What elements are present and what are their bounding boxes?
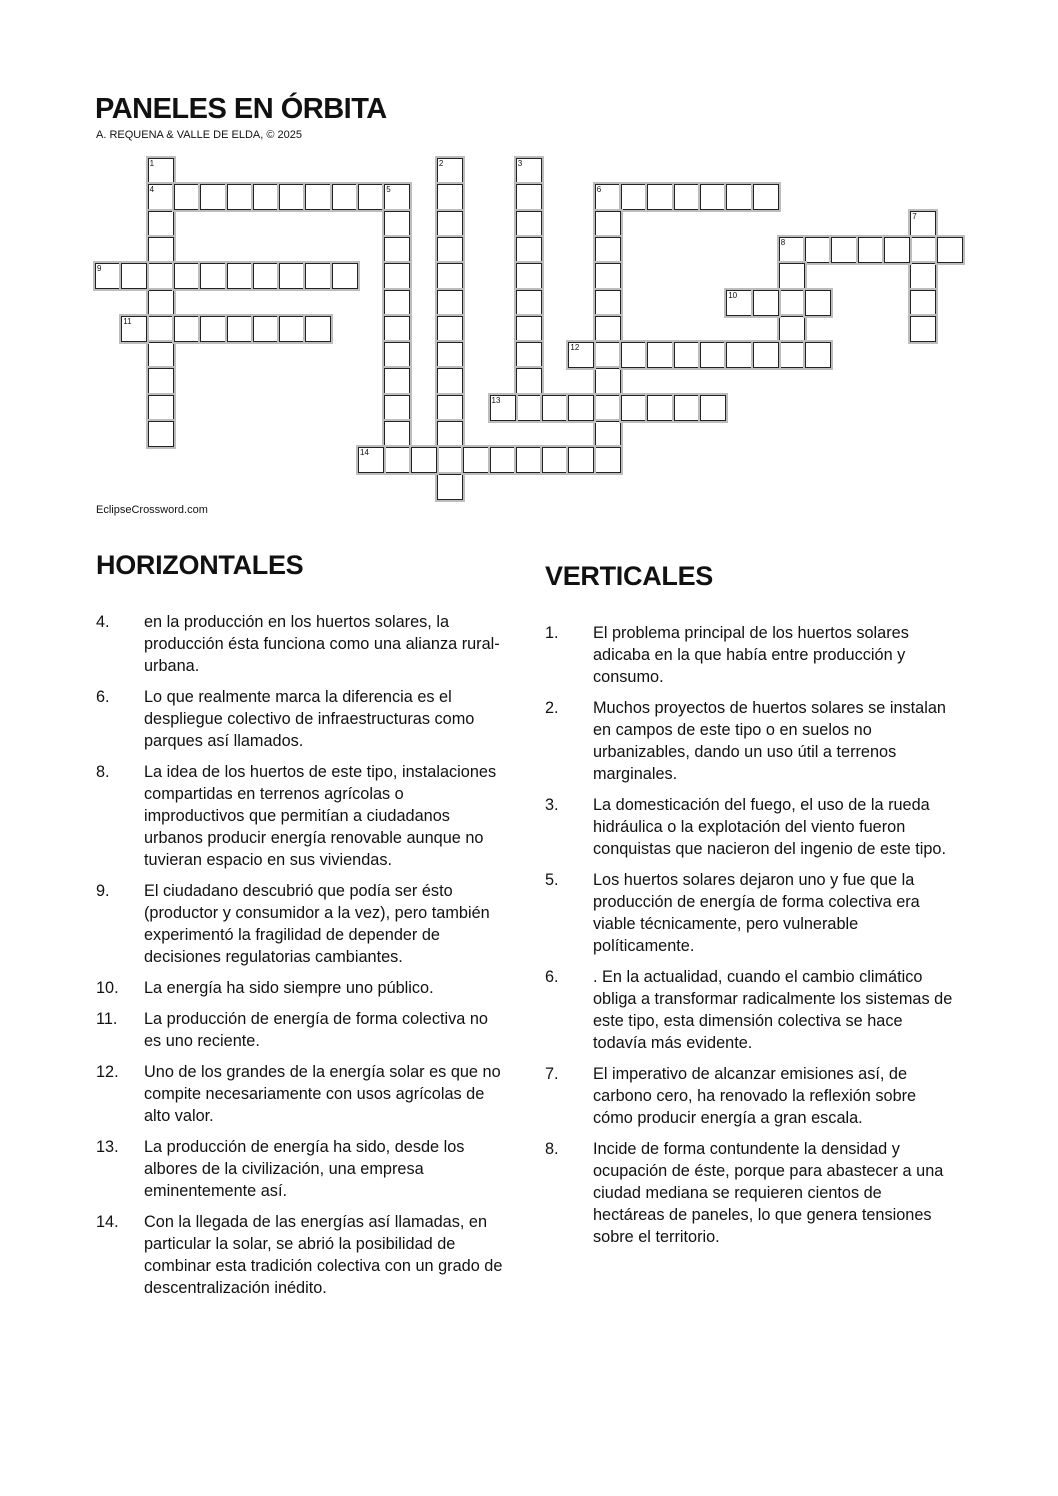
clue-item [545,1138,955,1248]
grid-cell[interactable] [700,184,726,210]
grid-cell[interactable] [384,447,410,473]
cell-number: 2 [438,159,444,168]
down-heading: VERTICALES [545,561,714,591]
grid-cell[interactable] [148,395,174,421]
clue-text: Con la llegada de las energías así llamadas, en particular la solar, se abrió la posibilidad de combinar esta tradición colectiva con un grado de descentralización inédito. [144,1213,503,1297]
clue-number: 11. [96,1010,118,1028]
clue-text: en la producción en los huertos solares, la producción ésta funciona como una alianza rural-urbana. [144,613,500,675]
grid-cell[interactable] [595,211,621,237]
grid-cell[interactable] [779,290,805,316]
grid-cell[interactable] [384,184,410,210]
grid-cell[interactable] [305,316,331,342]
grid-cell[interactable] [568,342,594,368]
grid-cell[interactable] [148,211,174,237]
grid-cell[interactable] [621,395,647,421]
grid-cell[interactable] [910,237,936,263]
clue-item [545,622,955,688]
grid-cell[interactable] [148,368,174,394]
clue-item [96,686,506,752]
grid-cell[interactable] [253,263,279,289]
grid-cell[interactable] [253,316,279,342]
clue-number: 6. [96,688,110,706]
grid-cell[interactable] [279,316,305,342]
clue-item [96,880,506,968]
clue-text: La producción de energía de forma colectiva no es uno reciente. [144,1010,488,1050]
cell-number: 12 [570,343,580,353]
grid-cell[interactable] [937,237,963,263]
grid-cell[interactable] [516,395,542,421]
grid-cell[interactable] [227,316,253,342]
clue-item [96,1211,506,1299]
clue-item [96,611,506,677]
crossword-grid [0,0,1058,520]
grid-cell[interactable] [595,263,621,289]
grid-cell[interactable] [700,395,726,421]
grid-cell[interactable] [516,237,542,263]
grid-cell[interactable] [595,237,621,263]
grid-cell[interactable] [437,290,463,316]
grid-cell[interactable] [542,447,568,473]
grid-cell[interactable] [516,184,542,210]
clue-text: Muchos proyectos de huertos solares se instalan en campos de este tipo o en suelos no urbanizables, dando un uso útil a terrenos marginales. [593,699,946,783]
clue-text: Los huertos solares dejaron uno y fue que la producción de energía de forma colectiva era viable técnicamente, pero vulnerable políticamente. [593,871,920,955]
grid-cell[interactable] [910,290,936,316]
grid-cell[interactable] [595,184,621,210]
grid-cell[interactable] [95,263,121,289]
grid-cell[interactable] [516,316,542,342]
grid-cell[interactable] [516,290,542,316]
grid-cell[interactable] [463,447,489,473]
clue-number: 12. [96,1063,119,1081]
down-clue-list [545,622,955,1248]
grid-cell[interactable] [805,342,831,368]
grid-cell[interactable] [384,211,410,237]
grid-cell[interactable] [279,263,305,289]
grid-cell[interactable] [148,421,174,447]
grid-cell[interactable] [358,184,384,210]
grid-cell[interactable] [595,447,621,473]
clue-item [96,761,506,871]
grid-cell[interactable] [516,342,542,368]
grid-cell[interactable] [726,184,752,210]
grid-cell[interactable] [437,342,463,368]
grid-cell[interactable] [305,184,331,210]
puzzle-title: PANELES EN ÓRBITA [95,93,387,125]
cell-number: 13 [491,395,501,405]
clue-text: La domesticación del fuego, el uso de la rueda hidráulica o la explotación del viento fueron conquistas que nacieron del ingenio de este tipo. [593,796,947,858]
grid-cell[interactable] [384,263,410,289]
grid-cell[interactable] [437,316,463,342]
cell-number: 5 [386,185,391,195]
clue-number: 9. [96,882,110,900]
grid-cell[interactable] [148,290,174,316]
grid-cell[interactable] [647,184,673,210]
clue-number: 6. [545,968,559,986]
clue-text: Lo que realmente marca la diferencia es el despliegue colectivo de infraestructuras como parques así llamados. [144,688,475,750]
grid-cell[interactable] [437,368,463,394]
across-clue-list [96,611,506,1299]
clue-item [96,1061,506,1127]
grid-cell[interactable] [884,237,910,263]
cell-number: 1 [149,159,155,168]
grid-cell[interactable] [753,290,779,316]
grid-cell[interactable] [121,263,147,289]
cell-number: 9 [97,264,102,274]
grid-cell[interactable] [200,184,226,210]
clue-text: La producción de energía ha sido, desde los albores de la civilización, una empresa eminentemente así. [144,1138,465,1200]
grid-cell[interactable] [148,316,174,342]
cell-number: 11 [123,316,132,326]
grid-cell[interactable] [148,237,174,263]
clue-item [545,1063,955,1129]
clue-text: El ciudadano descubrió que podía ser ésto (productor y consumidor a la vez), pero también experimentó la fragilidad de depender de decisiones regulatorias cambiantes. [144,882,490,966]
clue-number: 2. [545,699,559,717]
clue-number: 13. [96,1138,119,1156]
cell-number: 7 [912,211,917,221]
clue-item [545,966,955,1054]
grid-cell[interactable] [726,290,752,316]
grid-cell[interactable] [490,395,516,421]
grid-cell[interactable] [174,184,200,210]
grid-cell[interactable] [384,237,410,263]
clue-item [545,869,955,957]
grid-cell[interactable] [674,342,700,368]
clue-text: . En la actualidad, cuando el cambio climático obliga a transformar radicalmente los sistemas de este tipo, esta dimensión colectiva se hace todavía más evidente. [593,968,953,1052]
grid-cell[interactable] [516,368,542,394]
grid-cell[interactable] [148,158,174,184]
grid-cell[interactable] [910,263,936,289]
grid-cell[interactable] [490,447,516,473]
grid-cell[interactable] [437,211,463,237]
grid-cell[interactable] [779,316,805,342]
clue-text: Uno de los grandes de la energía solar es que no compite necesariamente con usos agrícolas de alto valor. [144,1063,501,1125]
grid-cell[interactable] [595,368,621,394]
clue-text: La idea de los huertos de este tipo, instalaciones compartidas en terrenos agrícolas o improductivos que permitían a ciudadanos urbanos producir energía renovable aunque no tuvieran espacio en sus viviendas. [144,763,497,869]
grid-cell[interactable] [595,421,621,447]
grid-cell[interactable] [358,447,384,473]
grid-cell[interactable] [779,342,805,368]
grid-cell[interactable] [437,184,463,210]
clue-text: El imperativo de alcanzar emisiones así, de carbono cero, ha renovado la reflexión sobre cómo producir energía a gran escala. [593,1065,917,1127]
clue-number: 7. [545,1065,559,1083]
grid-cell[interactable] [384,421,410,447]
grid-cell[interactable] [568,395,594,421]
grid-cell[interactable] [437,395,463,421]
grid-cell[interactable] [779,237,805,263]
down-clues-section [545,561,955,1257]
grid-cell[interactable] [148,342,174,368]
grid-cell[interactable] [384,395,410,421]
clue-number: 14. [96,1213,119,1231]
grid-cell[interactable] [595,316,621,342]
grid-cell[interactable] [174,316,200,342]
cell-number: 3 [517,159,523,168]
grid-cell[interactable] [384,316,410,342]
across-clues-section [96,550,506,1308]
grid-cell[interactable] [437,421,463,447]
grid-cell[interactable] [227,184,253,210]
cell-number: 4 [149,185,155,195]
grid-cell[interactable] [332,184,358,210]
grid-cell[interactable] [910,316,936,342]
clue-number: 1. [545,624,559,642]
grid-cell[interactable] [121,316,147,342]
cell-number: 8 [780,237,786,247]
grid-cell[interactable] [674,184,700,210]
cell-number: 10 [728,290,738,300]
clue-text: La energía ha sido siempre uno público. [144,979,434,997]
clue-number: 3. [545,796,559,814]
clue-item [96,977,506,999]
grid-cell[interactable] [516,158,542,184]
grid-cell[interactable] [200,316,226,342]
grid-cell[interactable] [831,237,857,263]
grid-cell[interactable] [148,184,174,210]
grid-cell[interactable] [200,263,226,289]
grid-cell[interactable] [805,290,831,316]
grid-cell[interactable] [674,395,700,421]
grid-cell[interactable] [279,184,305,210]
clue-item [96,1136,506,1202]
grid-cell[interactable] [148,263,174,289]
grid-cell[interactable] [647,342,673,368]
clue-item [545,794,955,860]
grid-cell[interactable] [516,263,542,289]
grid-cell[interactable] [621,342,647,368]
grid-cell[interactable] [437,447,463,473]
grid-cell[interactable] [595,342,621,368]
grid-cell[interactable] [753,342,779,368]
grid-cell[interactable] [227,263,253,289]
cell-number: 6 [596,185,602,195]
grid-cell[interactable] [437,263,463,289]
grid-cell[interactable] [437,474,463,500]
grid-cell[interactable] [174,263,200,289]
grid-cell[interactable] [910,211,936,237]
grid-cell[interactable] [384,368,410,394]
grid-cell[interactable] [858,237,884,263]
grid-cell[interactable] [568,447,594,473]
clue-item [545,697,955,785]
grid-cell[interactable] [332,263,358,289]
grid-cell[interactable] [516,211,542,237]
grid-cell[interactable] [621,184,647,210]
grid-cell[interactable] [437,237,463,263]
grid-cell[interactable] [516,447,542,473]
grid-cell[interactable] [595,395,621,421]
across-heading: HORIZONTALES [96,550,304,580]
grid-cell[interactable] [595,290,621,316]
grid-cell[interactable] [253,184,279,210]
clue-number: 8. [96,763,110,781]
grid-cell[interactable] [647,395,673,421]
grid-cell[interactable] [779,263,805,289]
clue-number: 8. [545,1140,559,1158]
clue-item [96,1008,506,1052]
grid-cell[interactable] [437,158,463,184]
grid-cell[interactable] [542,395,568,421]
grid-cell[interactable] [805,237,831,263]
grid-cell[interactable] [753,184,779,210]
credit-text: EclipseCrossword.com [96,504,208,516]
grid-cell[interactable] [305,263,331,289]
clue-number: 4. [96,613,110,631]
puzzle-author: A. REQUENA & VALLE DE ELDA, © 2025 [96,129,302,141]
grid-cell[interactable] [411,447,437,473]
cell-number: 14 [360,448,369,458]
grid-cell[interactable] [726,342,752,368]
clue-number: 5. [545,871,559,889]
clue-text: Incide de forma contundente la densidad y ocupación de éste, porque para abastecer a una ciudad mediana se requieren cientos de hectáreas de paneles, lo que genera tensiones sobre el territorio. [593,1140,944,1246]
clue-text: El problema principal de los huertos solares adicaba en la que había entre producción y consumo. [593,624,909,686]
grid-cell[interactable] [384,290,410,316]
grid-cell[interactable] [384,342,410,368]
clue-number: 10. [96,979,119,997]
grid-cell[interactable] [700,342,726,368]
